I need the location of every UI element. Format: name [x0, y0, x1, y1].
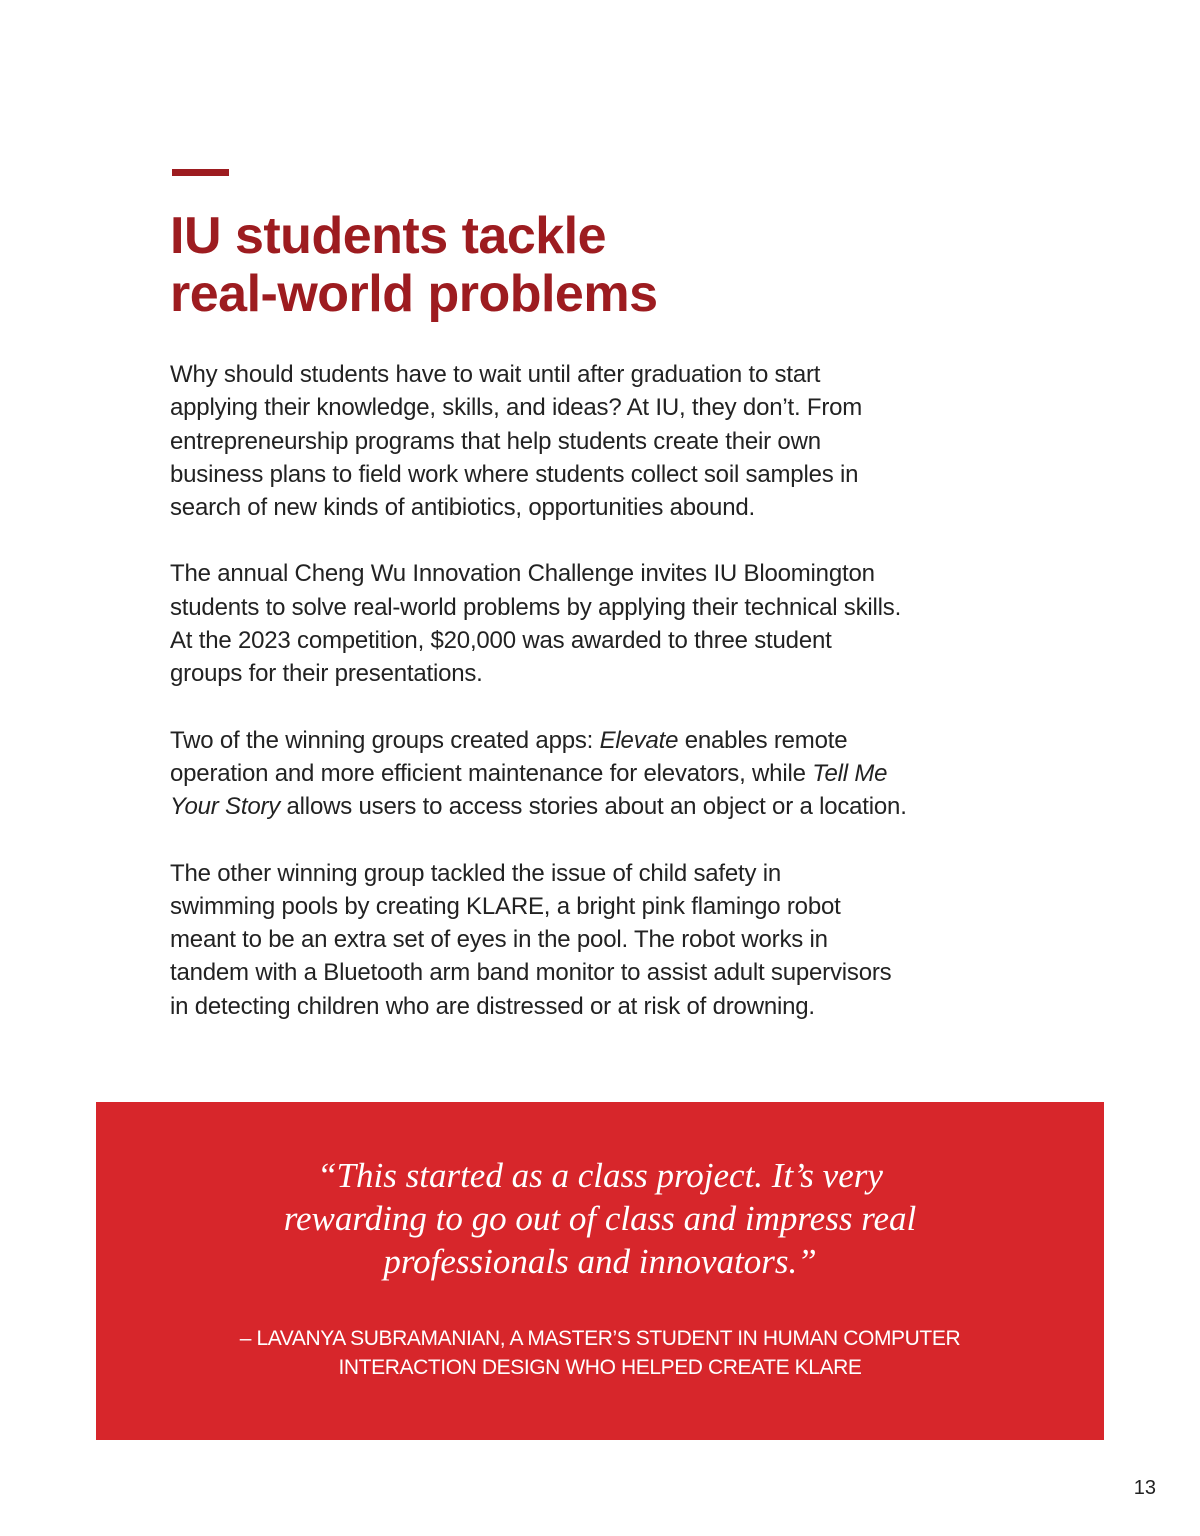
page-number: 13: [1133, 1477, 1156, 1499]
text-line: At the 2023 competition, $20,000 was awarded to three student: [170, 627, 832, 655]
article-body: [170, 358, 1010, 1056]
paragraph-intro: [170, 358, 1010, 524]
text-run: Two of the winning groups created apps:: [170, 726, 600, 754]
text-line: groups for their presentations.: [170, 660, 483, 688]
pull-quote: [96, 1154, 1104, 1283]
text-line: The other winning group tackled the issue of child safety in: [170, 859, 782, 887]
text-line: business plans to field work where students collect soil samples in: [170, 460, 859, 488]
text-run: allows users to access stories about an object or a location.: [280, 793, 907, 821]
title-accent-dash: [172, 169, 229, 176]
text-line: Why should students have to wait until after graduation to start: [170, 361, 821, 388]
text-line: [170, 724, 1010, 757]
text-run: enables remote: [678, 726, 848, 754]
page-title-line: real-world problems: [170, 265, 658, 323]
quote-attribution: [96, 1324, 1104, 1382]
pull-quote-box: [96, 1102, 1104, 1440]
text-line: [170, 757, 1010, 790]
text-line: in detecting children who are distressed or at risk of drowning.: [170, 992, 815, 1020]
text-line: [170, 790, 1010, 823]
text-line: students to solve real-world problems by applying their technical skills.: [170, 593, 902, 621]
text-line: swimming pools by creating KLARE, a bright pink flamingo robot: [170, 892, 841, 920]
paragraph-klare: [170, 857, 1010, 1023]
text-line: applying their knowledge, skills, and ideas? At IU, they don’t. From: [170, 394, 863, 422]
attribution-line: – LAVANYA SUBRAMANIAN, A MASTER’S STUDENT IN HUMAN COMPUTER: [239, 1327, 961, 1350]
quote-line: “This started as a class project. It’s very: [317, 1156, 883, 1195]
text-line: search of new kinds of antibiotics, opportunities abound.: [170, 494, 755, 522]
paragraph-apps: [170, 724, 1010, 824]
app-name-tell-me-your-story: Tell Me: [812, 759, 888, 787]
text-line: The annual Cheng Wu Innovation Challenge invites IU Bloomington: [170, 560, 875, 588]
attribution-line: INTERACTION DESIGN WHO HELPED CREATE KLARE: [338, 1356, 862, 1379]
text-run: operation and more efficient maintenance for elevators, while: [170, 759, 813, 787]
text-line: entrepreneurship programs that help students create their own: [170, 427, 821, 455]
app-name-tell-me-your-story: Your Story: [170, 793, 281, 821]
page-title: [170, 207, 658, 323]
quote-line: rewarding to go out of class and impress real: [283, 1199, 917, 1238]
page-title-line: IU students tackle: [170, 207, 607, 265]
paragraph-challenge: [170, 557, 1010, 690]
app-name-elevate: Elevate: [599, 726, 679, 754]
text-line: meant to be an extra set of eyes in the pool. The robot works in: [170, 926, 828, 954]
text-line: tandem with a Bluetooth arm band monitor to assist adult supervisors: [170, 959, 892, 987]
quote-line: professionals and innovators.”: [383, 1242, 817, 1281]
